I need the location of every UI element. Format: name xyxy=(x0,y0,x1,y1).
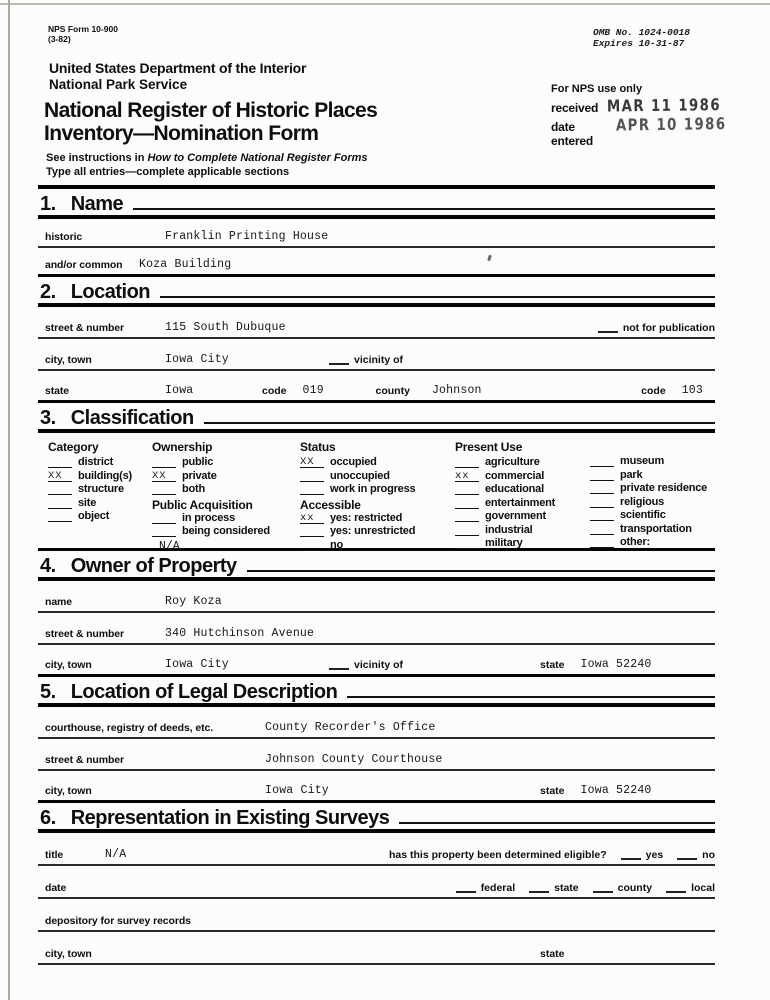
ownership-header: Ownership xyxy=(152,440,213,454)
checkbox-label: work in progress xyxy=(330,483,416,495)
checkbox-label: commercial xyxy=(485,469,545,482)
checkbox-item-object xyxy=(48,511,132,522)
city-value: Iowa City xyxy=(165,353,229,366)
heading-tail-rule xyxy=(204,422,715,424)
classification-grid xyxy=(38,433,715,553)
local-label: local xyxy=(691,882,715,894)
checkbox-label: scientific xyxy=(620,509,666,521)
checkbox-label: public xyxy=(182,456,214,468)
checkbox-item-district xyxy=(48,457,132,468)
survey-title-value: N/A xyxy=(105,848,127,861)
instructions-manual-title: How to Complete National Register Forms xyxy=(147,152,368,164)
checkbox-blank xyxy=(590,470,614,481)
section-title: Classification xyxy=(70,407,194,429)
section-number: 2. xyxy=(40,281,56,303)
present-use-column-2 xyxy=(590,456,707,551)
checkbox-blank xyxy=(152,526,176,537)
checkbox-item-entertainment xyxy=(455,498,555,509)
checkbox-item-religious xyxy=(590,497,707,508)
survey-level-group xyxy=(442,882,715,894)
vicinity-label: vicinity of xyxy=(354,659,404,671)
checkbox-blank xyxy=(455,525,479,536)
state-option-label: state xyxy=(554,882,579,894)
section-heading-name xyxy=(38,189,715,215)
section-heading-legal xyxy=(38,677,715,703)
legal-city-label: city, town xyxy=(45,785,92,797)
omb-block xyxy=(593,27,690,49)
section-number: 1. xyxy=(40,193,56,215)
section-heading-classification xyxy=(38,403,715,429)
present-use-column xyxy=(455,440,555,552)
depository-label: depository for survey records xyxy=(45,915,191,927)
vicinity-blank xyxy=(329,354,349,365)
legal-state-group xyxy=(540,784,652,797)
field-row-owner-name xyxy=(38,581,715,613)
survey-state-label: state xyxy=(540,948,565,960)
federal-blank xyxy=(456,882,476,893)
checkbox-blank xyxy=(590,483,614,494)
not-for-publication-blank xyxy=(598,322,618,333)
category-header: Category xyxy=(48,440,99,454)
field-row-depository xyxy=(38,899,715,932)
owner-name-value: Roy Koza xyxy=(165,595,222,608)
checkbox-label: object xyxy=(78,510,110,522)
checkbox-mark: xx xyxy=(455,471,479,482)
checkbox-item-commercial xyxy=(455,471,555,482)
nps-use-block xyxy=(551,83,736,151)
no-label: no xyxy=(702,849,715,861)
checkbox-item-yes-unrestricted xyxy=(300,526,415,537)
status-header: Status xyxy=(300,440,336,454)
county-code-label: code xyxy=(641,385,666,397)
heading-tail-rule xyxy=(247,570,715,572)
section-title: Location of Legal Description xyxy=(70,681,338,703)
checkbox-item-other xyxy=(590,537,707,548)
instructions-line1 xyxy=(46,152,368,166)
checkbox-item-park xyxy=(590,470,707,481)
checkbox-item-occupied xyxy=(300,457,415,468)
owner-street-label: street & number xyxy=(45,628,125,640)
checkbox-item-in-process xyxy=(152,513,270,524)
legal-street-value: Johnson County Courthouse xyxy=(265,753,443,766)
survey-title-label: title xyxy=(45,849,64,861)
ownership-column xyxy=(152,440,270,553)
section-number: 3. xyxy=(40,407,56,429)
heading-tail-rule xyxy=(347,696,715,698)
checkbox-blank xyxy=(455,538,479,549)
checkbox-item-educational xyxy=(455,484,555,495)
checkbox-item-buildings xyxy=(48,471,132,482)
checkbox-label: no xyxy=(330,538,344,551)
checkbox-label: private xyxy=(182,469,217,482)
legal-city-value: Iowa City xyxy=(265,784,329,797)
common-name-label: and/or common xyxy=(45,259,123,271)
nps-use-label: For NPS use only xyxy=(551,83,643,95)
checkbox-item-no xyxy=(300,540,415,551)
survey-city-label: city, town xyxy=(45,948,92,960)
checkbox-label: government xyxy=(485,510,546,522)
checkbox-label: park xyxy=(620,468,643,481)
county-label: county xyxy=(375,385,410,397)
checkbox-blank xyxy=(590,510,614,521)
instructions xyxy=(46,152,368,179)
received-row xyxy=(551,96,736,116)
na-typed-value: N/A xyxy=(159,539,180,553)
legal-street-label: street & number xyxy=(45,754,125,766)
common-name-value: Koza Building xyxy=(139,258,232,271)
eligible-group xyxy=(389,849,715,861)
local-blank xyxy=(666,882,686,893)
heading-tail-rule xyxy=(399,822,715,824)
field-row-historic xyxy=(38,219,715,248)
owner-name-label: name xyxy=(45,596,73,608)
checkbox-label: in process xyxy=(182,511,236,524)
field-row-legal-city xyxy=(38,771,715,803)
section-number: 5. xyxy=(40,681,56,703)
field-row-legal-street xyxy=(38,739,715,771)
owner-state-label: state xyxy=(540,659,565,671)
section-heading-owner xyxy=(38,551,715,577)
not-for-publication-label: not for publication xyxy=(622,322,715,334)
agency-subname: National Park Service xyxy=(49,77,188,92)
omb-expires: Expires 10-31-87 xyxy=(593,38,685,49)
checkbox-item-government xyxy=(455,511,555,522)
field-row-street xyxy=(38,307,715,339)
checkbox-item-site xyxy=(48,498,132,509)
checkbox-blank xyxy=(590,497,614,508)
date-entered-row xyxy=(551,115,736,148)
state-blank xyxy=(529,882,549,893)
field-row-courthouse xyxy=(38,707,715,739)
date-entered-stamp: APR 10 1986 xyxy=(615,115,727,135)
state-code-label: code xyxy=(262,385,287,397)
agency-name: United States Department of the Interior xyxy=(49,60,307,76)
checkbox-label: transportation xyxy=(620,522,692,535)
checkbox-blank xyxy=(590,456,614,467)
checkbox-label: military xyxy=(485,537,523,549)
field-row-owner-city xyxy=(38,645,715,677)
checkbox-label: site xyxy=(78,496,97,509)
legal-state-value: Iowa 52240 xyxy=(580,784,652,797)
yes-label: yes xyxy=(645,849,664,861)
checkbox-blank xyxy=(590,537,614,548)
section-heading-location xyxy=(38,277,715,303)
checkbox-blank xyxy=(48,457,72,468)
checkbox-blank xyxy=(152,513,176,524)
form-number-block xyxy=(48,24,118,44)
checkbox-label: other: xyxy=(620,536,650,548)
checkbox-blank xyxy=(455,498,479,509)
checkbox-item-public xyxy=(152,457,270,468)
checkbox-blank xyxy=(300,471,324,482)
scan-edge-left xyxy=(8,0,10,1000)
heading-tail-rule xyxy=(160,296,715,298)
federal-label: federal xyxy=(480,882,516,894)
checkbox-item-museum xyxy=(590,456,707,467)
section-title: Name xyxy=(70,193,124,215)
accessible-header: Accessible xyxy=(300,497,361,512)
checkbox-item-structure xyxy=(48,484,132,495)
field-row-owner-street xyxy=(38,613,715,645)
street-label: street & number xyxy=(45,322,125,334)
field-row-city xyxy=(38,339,715,371)
yes-blank xyxy=(621,849,641,860)
survey-state-group xyxy=(540,948,565,960)
historic-value: Franklin Printing House xyxy=(165,230,329,243)
checkbox-item-military xyxy=(455,538,555,549)
checkbox-item-work-in-progress xyxy=(300,484,415,495)
checkbox-label: agriculture xyxy=(485,456,540,468)
courthouse-value: County Recorder's Office xyxy=(265,721,436,734)
form-title-line1: National Register of Historic Places xyxy=(44,99,378,122)
checkbox-mark: xx xyxy=(300,513,324,524)
checkbox-mark: XX xyxy=(48,471,72,482)
agency-block xyxy=(49,60,306,92)
checkbox-blank xyxy=(300,484,324,495)
section-heading-surveys xyxy=(38,803,715,829)
checkbox-mark: XX xyxy=(300,457,324,468)
form-title xyxy=(44,100,377,145)
state-label: state xyxy=(45,385,70,397)
checkbox-item-yes-restricted xyxy=(300,513,415,524)
date-entered-label: date entered xyxy=(551,120,593,148)
instructions-prefix: See instructions in xyxy=(46,152,148,164)
field-row-survey-city xyxy=(38,932,715,965)
checkbox-label: structure xyxy=(78,483,124,495)
checkbox-blank xyxy=(48,511,72,522)
checkbox-label: private residence xyxy=(620,482,708,494)
owner-state-group xyxy=(540,658,652,671)
checkbox-blank xyxy=(152,457,176,468)
checkbox-item-scientific xyxy=(590,510,707,521)
form-revision: (3-82) xyxy=(48,34,71,44)
checkbox-blank xyxy=(48,498,72,509)
checkbox-label: both xyxy=(182,483,206,495)
present-use-header: Present Use xyxy=(455,440,523,454)
checkbox-label: yes: restricted xyxy=(330,511,403,524)
county-option-label: county xyxy=(617,882,653,894)
checkbox-item-both xyxy=(152,484,270,495)
county-blank xyxy=(593,882,613,893)
heading-tail-rule xyxy=(133,208,715,210)
omb-number: OMB No. 1024-0018 xyxy=(593,27,690,38)
courthouse-label: courthouse, registry of deeds, etc. xyxy=(45,722,214,734)
form-title-line2: Inventory—Nomination Form xyxy=(44,121,319,145)
owner-city-label: city, town xyxy=(45,659,92,671)
status-column xyxy=(300,440,415,553)
checkbox-label: district xyxy=(78,456,114,468)
checkbox-blank xyxy=(48,484,72,495)
field-row-survey-title xyxy=(38,833,715,866)
instructions-line2: Type all entries—complete applicable sections xyxy=(46,165,290,178)
checkbox-item-agriculture xyxy=(455,457,555,468)
no-blank xyxy=(677,849,697,860)
public-acquisition-header: Public Acquisition xyxy=(152,497,253,512)
field-row-survey-date xyxy=(38,866,715,899)
checkbox-label: being considered xyxy=(182,525,270,537)
field-row-state xyxy=(38,371,715,403)
checkbox-label: educational xyxy=(485,483,544,495)
checkbox-label: museum xyxy=(620,455,665,467)
checkbox-item-being-considered xyxy=(152,526,270,537)
checkbox-item-transportation xyxy=(590,524,707,535)
checkbox-item-private-residence xyxy=(590,483,707,494)
checkbox-label: religious xyxy=(620,495,665,508)
legal-state-label: state xyxy=(540,785,565,797)
section-title: Owner of Property xyxy=(70,555,237,577)
owner-street-value: 340 Hutchinson Avenue xyxy=(165,627,315,640)
checkbox-label: yes: unrestricted xyxy=(330,525,416,537)
received-label: received xyxy=(551,101,599,115)
historic-label: historic xyxy=(45,231,83,243)
owner-city-value: Iowa City xyxy=(165,658,229,671)
checkbox-label: building(s) xyxy=(78,469,133,482)
street-value: 115 South Dubuque xyxy=(165,321,286,334)
checkbox-item-industrial xyxy=(455,525,555,536)
checkbox-item-unoccupied xyxy=(300,471,415,482)
checkbox-label: entertainment xyxy=(485,496,556,509)
checkbox-label: occupied xyxy=(330,456,377,468)
checkbox-blank xyxy=(590,524,614,535)
checkbox-blank xyxy=(152,484,176,495)
state-code-value: 019 xyxy=(302,384,324,397)
received-date-stamp: MAR 11 1986 xyxy=(606,96,722,116)
checkbox-blank xyxy=(300,540,324,551)
eligible-label: has this property been determined eligible? xyxy=(389,849,607,861)
checkbox-blank xyxy=(455,484,479,495)
state-value: Iowa xyxy=(165,384,194,397)
section-number: 6. xyxy=(40,807,56,829)
survey-date-label: date xyxy=(45,882,67,894)
checkbox-label: unoccupied xyxy=(330,469,390,482)
category-column xyxy=(48,440,132,525)
section-number: 4. xyxy=(40,555,56,577)
form-body xyxy=(38,185,715,965)
section-title: Location xyxy=(70,281,151,303)
county-code-value: 103 xyxy=(681,384,703,397)
section-title: Representation in Existing Surveys xyxy=(70,807,390,829)
checkbox-mark: XX xyxy=(152,471,176,482)
vicinity-label: vicinity of xyxy=(354,354,404,366)
owner-state-value: Iowa 52240 xyxy=(580,658,652,671)
field-row-common-name xyxy=(38,248,715,277)
checkbox-blank xyxy=(300,526,324,537)
checkbox-item-private xyxy=(152,471,270,482)
form-number: NPS Form 10-900 xyxy=(48,24,118,34)
checkbox-label: industrial xyxy=(485,523,533,536)
vicinity-blank xyxy=(329,659,349,670)
checkbox-blank xyxy=(455,511,479,522)
scan-edge-top xyxy=(0,3,770,5)
checkbox-blank xyxy=(455,457,479,468)
county-value: Johnson xyxy=(431,384,482,397)
city-label: city, town xyxy=(45,354,92,366)
